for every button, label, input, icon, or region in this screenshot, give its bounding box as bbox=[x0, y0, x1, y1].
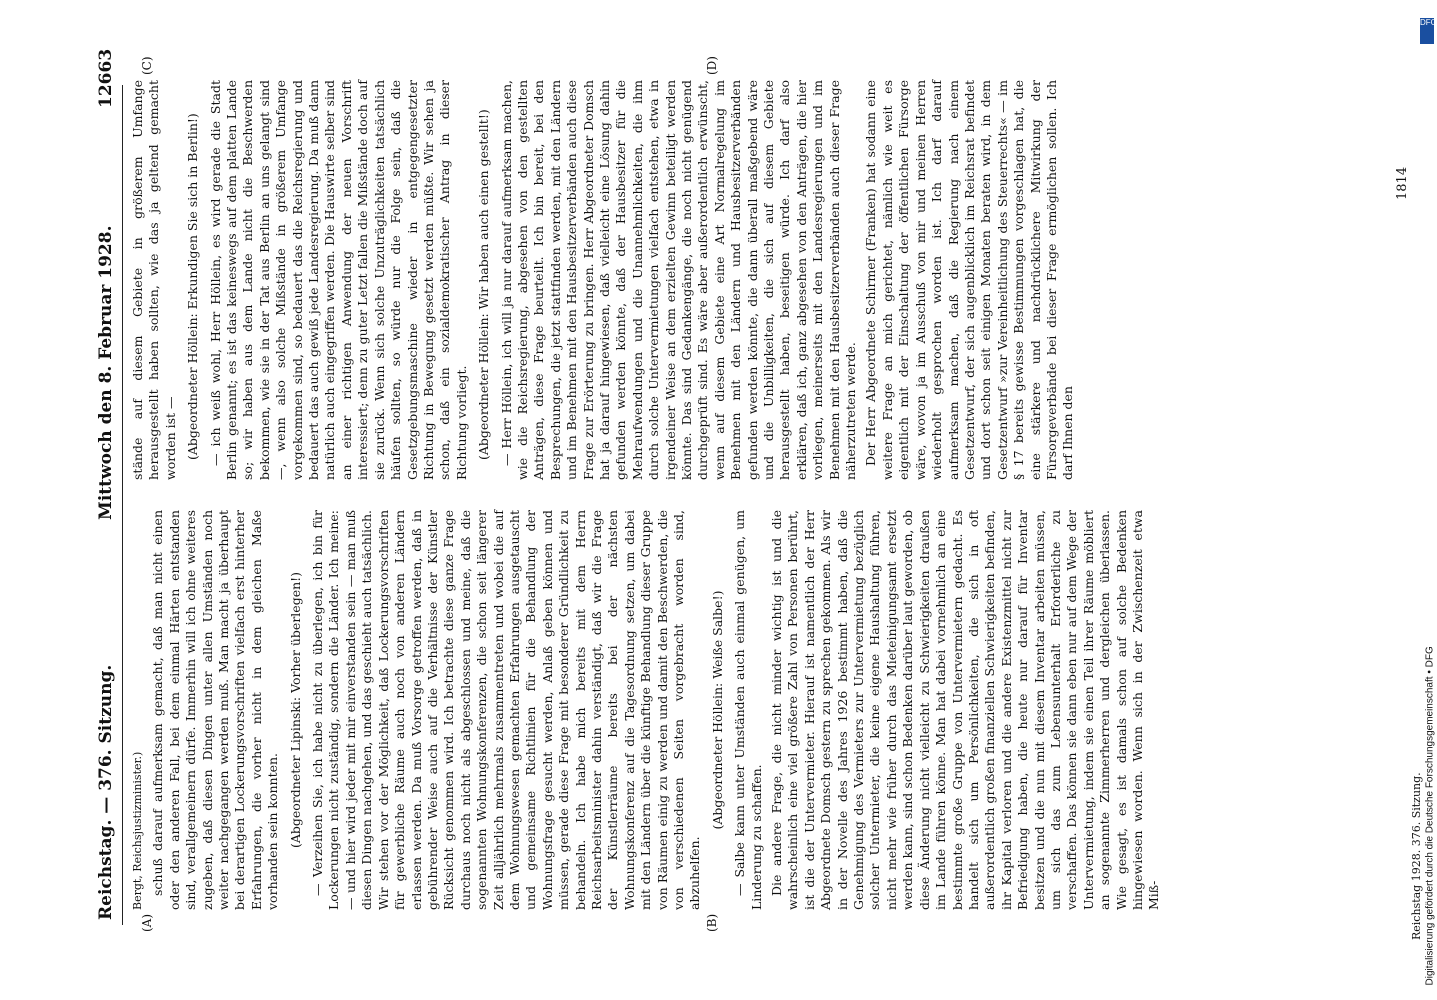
paragraph: — Herr Höllein, ich will ja nur darauf aufmerksam machen, wie die Reichsregierung, abgesehen von den gestellten Anträgen, diese Frage beurteilt. Ich bin bereit, bei den Besprechungen, die jetzt stattfinden werden, mit den Ländern und im Benehmen mit den Hausbesitzerverbänden auch diese Frage zur Erörterung zu bringen. Herr Abgeordneter Domsch hat ja darauf hingewiesen, daß vielleicht eine Lösung dahin gefunden werden könnte, daß der Hausbesitzer für die Mehraufwendungen und die Unannehmlichkeiten, die ihm durch solche Untervermietungen vielfach entstehen, etwa in irgendeiner Weise an dem erzielten Gewinn beteiligt werden könnte. Das sind Gedankengänge, die noch nicht genügend durchgeprüft sind. Es wäre aber außerordentlich erwünscht, wenn auf diesem Gebiete eine Art Normalregelung im Benehmen mit den Ländern und Hausbesitzerverbänden gefunden werden könnte, die dann überall maßgebend wäre und die Unbilligkeiten, die sich auf diesem Gebiete herausgestellt haben, beseitigen würde. Ich darf also erklären, daß ich, ganz abgesehen von den Anträgen, die hier vorliegen, meinerseits mit den Landesregierungen und im Benehmen mit den Hausbesitzerverbänden auch dieser Frage näherzutreten werde. bbox=[498, 80, 859, 480]
footer-left: Reichstag 1928. 376. Sitzung. bbox=[1410, 772, 1423, 940]
interjection: (Abgeordneter Höllein: Weiße Salbe!) bbox=[709, 590, 725, 830]
page-header bbox=[0, 0, 116, 1000]
digitization-sidebar bbox=[1420, 10, 1436, 990]
footer-number: 1814 bbox=[1395, 166, 1410, 200]
margin-mark-a: (A) bbox=[140, 913, 154, 932]
header-date: Mittwoch den 8. Februar 1928. bbox=[96, 225, 116, 520]
interjection: (Abgeordneter Höllein: Erkundigen Sie sich in Berlin!) bbox=[185, 113, 201, 460]
interjection: (Abgeordneter Lipinski: Vorher überlegen!) bbox=[287, 571, 303, 849]
text-column-right bbox=[130, 80, 1081, 480]
paragraph: schuß darauf aufmerksam gemacht, daß man nicht einen oder den anderen Fall, bei dem einmal Härten entstanden sind, verallgemeinern dürfe. Immerhin will ich ohne weiteres zugeben, daß diesen Dingen unter allen Umständen noch weiter nachgegangen werden muß. Man macht ja überhaupt bei derartigen Lockerungsvorschriften vielfach erst hinterher Erfahrungen, die vorher nicht in dem gleichen Maße vorhanden sein konnten. bbox=[150, 510, 281, 910]
digitization-note: Digitalisierung gefördert durch die Deutsche Forschungsgemeinschaft • DFG bbox=[1424, 646, 1436, 986]
page-number: 12663 bbox=[96, 48, 116, 108]
paragraph: stände auf diesem Gebiete in größerem Umfange herausgestellt haben sollten, wie das ja geltend gemacht worden ist — bbox=[130, 80, 178, 480]
interjection: (Abgeordneter Höllein: Wir haben auch einen gestellt!) bbox=[476, 109, 492, 460]
speaker-label: Bergt, Reichsjustizminister.) bbox=[131, 751, 144, 910]
margin-mark-d: (D) bbox=[705, 56, 719, 75]
paragraph: — Verzeihen Sie, ich habe nicht zu überlegen, ich bin für Lockerungen nicht zuständig, sondern die Länder. Ich meine: — und hier wird jeder mit mir einverstanden sein — man muß diesen Dingen nachgehen, und das geschieht auch tatsächlich. Wir stehen vor der Möglichkeit, daß Lockerungsvorschriften für gewerbliche Räume auch noch von anderen Ländern erlassen werden. Da muß Vorsorge getroffen werden, daß in gebührender Weise auch auf die Verhältnisse der Künstler Rücksicht genommen wird. Ich betrachte diese ganze Frage durchaus noch nicht als abgeschlossen und meine, daß die sogenannten Wohnungskonferenzen, die schon seit längerer Zeit alljährlich mehrmals zusammentreten und wobei die auf dem Wohnungswesen gemachten Erfahrungen ausgetauscht und gemeinsame Richtlinien für die Behandlung der Wohnungsfrage gesucht werden, Anlaß geben können und müssen, gerade diese Frage mit besonderer Gründlichkeit zu behandeln. Ich habe mich bereits mit dem Herrn Reichsarbeitsminister dahin verständigt, daß wir die Frage der Künstlerräume bereits bei der nächsten Wohnungskonferenz auf die Tagesordnung setzen, um dabei mit den Ländern über die künftige Behandlung dieser Gruppe von Räumen einig zu werden und damit den Beschwerden, die von verschiedenen Seiten vorgebracht worden sind, abzuhelfen. bbox=[310, 510, 703, 910]
paragraph: — ich weiß wohl, Herr Höllein, es wird gerade die Stadt Berlin genannt; es ist das keineswegs auf dem platten Lande so; wir haben aus dem Lande nicht die Beschwerden bekommen, wie sie in der Tat aus Berlin an uns gelangt sind —, wenn also solche Mißstände in größerem Umfange vorgekommen sind, so bedauert das die Reichsregierung und bedauert das auch gewiß jede Landesregierung. Da muß dann natürlich auch eingegriffen werden. Die Hauswirte selber sind an einer richtigen Anwendung der neuen Vorschrift interessiert; denn zu guter Letzt fallen die Mißstände doch auf sie zurück. Wenn sich solche Unzuträglichkeiten tatsächlich häufen sollten, so würde nur die Folge sein, daß die Gesetzgebungsmaschine wieder in entgegengesetzter Richtung in Bewegung gesetzt werden müßte. Wir sehen ja schon, daß ein sozialdemokratischer Antrag in dieser Richtung vorliegt. bbox=[207, 80, 469, 480]
header-left: Reichstag. — 376. Sitzung. bbox=[96, 664, 116, 920]
paragraph: Der Herr Abgeordnete Schirmer (Franken) hat sodann eine weitere Frage an mich gerichtet, nämlich wie weit es eigentlich mit der Einschaltung der öffentlichen Fürsorge wäre, wovon ja im Ausschuß von mir und meinen Herren wiederholt gesprochen worden ist. Ich darf darauf aufmerksam machen, daß die Regierung nach einem Gesetzentwurf, der sich augenblicklich im Reichsrat befindet und dort schon seit einigen Monaten beraten wird, in dem Gesetzentwurf »zur Vereinheitlichung des Steuerrechts« — im § 17 bereits gewisse Bestimmungen vorgeschlagen hat, die eine stärkere und nachdrücklichere Mitwirkung der Fürsorgeverbände bei dieser Frage ermöglichen sollen. Ich darf Ihnen den bbox=[863, 80, 1076, 480]
text-column-left bbox=[130, 510, 1167, 910]
dfg-logo: DFG bbox=[1420, 18, 1434, 44]
paragraph: — Salbe kann unter Umständen auch einmal genügen, um Linderung zu schaffen. bbox=[732, 510, 764, 910]
margin-mark-b: (B) bbox=[705, 913, 719, 932]
header-rule bbox=[122, 85, 123, 925]
paragraph: Die andere Frage, die nicht minder wichtig ist und die wahrscheinlich eine viel größere Zahl von Personen berührt, ist die der Untervermieter. Hierauf ist namentlich der Herr Abgeordnete Domsch gestern zu sprechen gekommen. Als wir in der Novelle des Jahres 1926 bestimmt haben, daß die Genehmigung des Vermieters zur Untervermietung bezüglich solcher Untermieter, die keine eigene Haushaltung führen, nicht mehr wie früher durch das Mieteinigungsamt ersetzt werden kann, sind schon Bedenken darüber laut geworden, ob diese Änderung nicht vielleicht zu Schwierigkeiten draußen im Lande führen könne. Man hat dabei vornehmlich an eine bestimmte große Gruppe von Untervermietern gedacht. Es handelt sich um Persönlichkeiten, die sich in oft außerordentlich großen finanziellen Schwierigkeiten befinden, ihr Kapital verloren und die andere Existenzmittel nicht zur Befriedigung haben, die heute nur darauf für Inventar besitzen und die nun mit diesem Inventar arbeiten müssen, um sich das zum Lebensunterhalt Erforderliche zu verschaffen. Das können sie dann eben nur auf dem Wege der Untervermietung, indem sie einen Teil ihrer Räume möbliert an sogenannte Zimmerherren und dergleichen überlassen. Wie gesagt, es ist damals schon auf solche Bedenken hingewiesen worden. Wenn sich in der Zwischenzeit etwa Miß- bbox=[769, 510, 1162, 910]
margin-mark-c: (C) bbox=[140, 56, 154, 75]
